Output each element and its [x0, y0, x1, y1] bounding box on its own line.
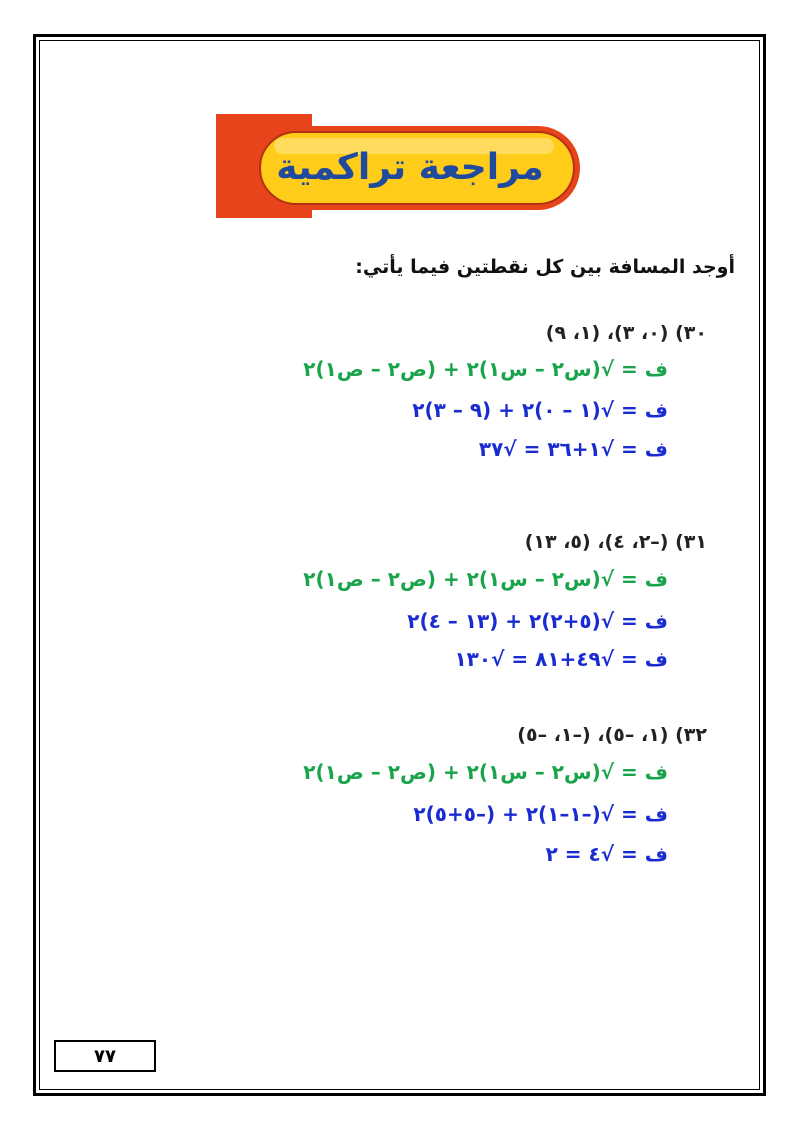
instruction-text: أوجد المسافة بين كل نقطتين فيما يأتي:	[355, 256, 735, 278]
result-line: ف = √١+٣٦ = √٣٧	[478, 437, 668, 461]
problem-30-header	[546, 322, 707, 344]
problem-31-header	[525, 531, 707, 553]
distance-formula: ف = √(س٢ – س١)٢ + (ص٢ – ص١)٢	[303, 760, 668, 784]
result-line: ف = √٤ = ٢	[545, 842, 668, 866]
problem-number: ٣٢)	[675, 724, 707, 746]
problem-32-header	[517, 724, 707, 746]
problem-points: (٠، ٣)، (١، ٩)	[545, 322, 669, 344]
problem-points: (–٢، ٤)، (٥، ١٣)	[524, 531, 669, 553]
problem-number: ٣١)	[675, 531, 707, 553]
distance-formula: ف = √(س٢ – س١)٢ + (ص٢ – ص١)٢	[303, 357, 668, 381]
banner-title: مراجعة تراكمية	[276, 146, 544, 188]
page-number-box	[54, 1040, 156, 1072]
substitution-line: ف = √(١ – ٠)٢ + (٩ – ٣)٢	[412, 398, 668, 422]
page-number: ٧٧	[94, 1045, 116, 1067]
distance-formula: ف = √(س٢ – س١)٢ + (ص٢ – ص١)٢	[303, 567, 668, 591]
result-line: ف = √٤٩+٨١ = √١٣٠	[454, 647, 668, 671]
problem-points: (١، –٥)، (–١، –٥)	[517, 724, 669, 746]
problem-number: ٣٠)	[675, 322, 707, 344]
substitution-line: ف = √(٥+٢)٢ + (١٣ – ٤)٢	[407, 609, 668, 633]
substitution-line: ف = √(–١–١)٢ + (–٥+٥)٢	[413, 802, 668, 826]
